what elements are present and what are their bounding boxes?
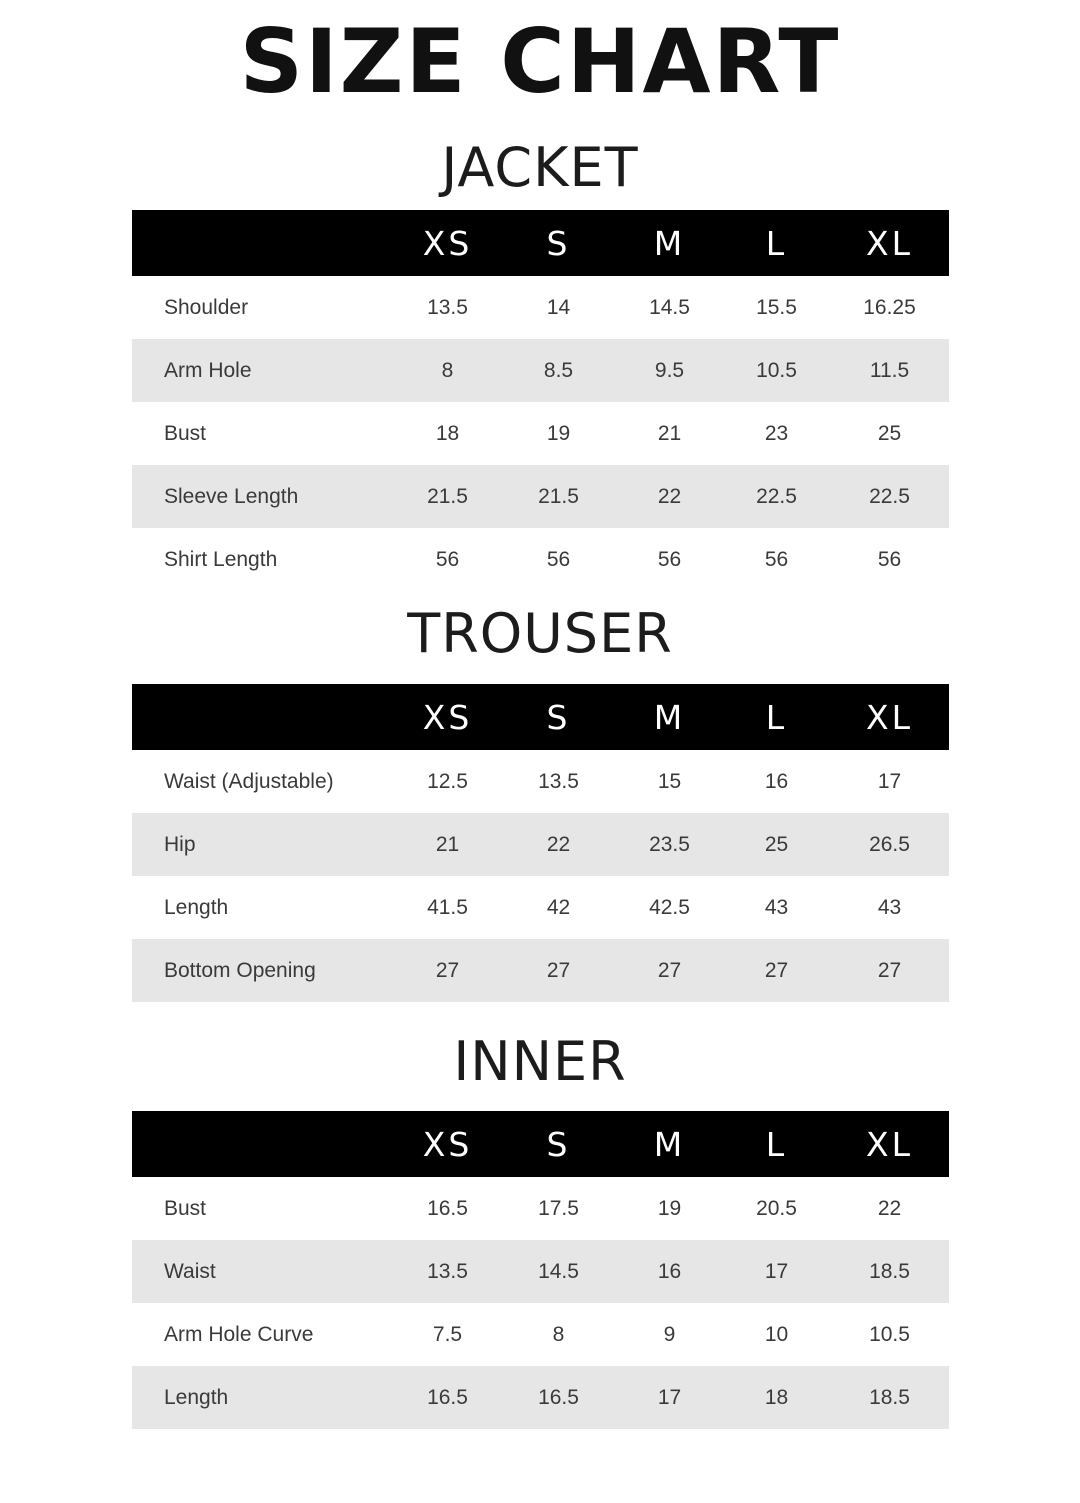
value-cell: 26.5 xyxy=(869,832,910,856)
size-header-s: S xyxy=(546,223,571,263)
value-cell: 21 xyxy=(435,832,460,856)
row-label: Shoulder xyxy=(164,295,249,319)
value-cell: 19 xyxy=(657,1196,682,1220)
value-cell: 22 xyxy=(546,832,571,856)
size-header-m: M xyxy=(653,1124,686,1164)
size-header-xs: XS xyxy=(422,697,473,737)
row-label: Waist (Adjustable) xyxy=(164,769,334,793)
value-cell: 20.5 xyxy=(756,1196,797,1220)
row-label: Arm Hole xyxy=(164,358,252,382)
size-header-xl: XL xyxy=(866,1124,913,1164)
value-cell: 14 xyxy=(546,295,571,319)
value-cell: 8 xyxy=(552,1322,565,1346)
value-cell: 16.5 xyxy=(538,1385,579,1409)
value-cell: 27 xyxy=(435,958,460,982)
value-cell: 10.5 xyxy=(869,1322,910,1346)
value-cell: 16 xyxy=(657,1259,682,1283)
value-cell: 10 xyxy=(764,1322,789,1346)
inner-section-title: INNER xyxy=(453,1030,627,1093)
value-cell: 9.5 xyxy=(654,358,685,382)
value-cell: 22.5 xyxy=(869,484,910,508)
jacket-section-title: JACKET xyxy=(441,136,639,199)
table-row xyxy=(132,1177,949,1240)
value-cell: 23.5 xyxy=(649,832,690,856)
size-header-xs: XS xyxy=(422,223,473,263)
value-cell: 41.5 xyxy=(427,895,468,919)
value-cell: 27 xyxy=(657,958,682,982)
value-cell: 19 xyxy=(546,421,571,445)
size-header-s: S xyxy=(546,1124,571,1164)
table-row xyxy=(132,465,949,528)
value-cell: 42.5 xyxy=(649,895,690,919)
header-empty-cell xyxy=(132,684,394,750)
row-label: Length xyxy=(164,895,229,919)
value-cell: 8.5 xyxy=(543,358,574,382)
row-label: Hip xyxy=(164,832,196,856)
value-cell: 15 xyxy=(657,769,682,793)
value-cell: 18 xyxy=(764,1385,789,1409)
table-row xyxy=(132,939,949,1002)
value-cell: 13.5 xyxy=(427,1259,468,1283)
value-cell: 21 xyxy=(657,421,682,445)
size-header-l: L xyxy=(765,1124,788,1164)
value-cell: 22 xyxy=(877,1196,902,1220)
size-header-m: M xyxy=(653,697,686,737)
table-row xyxy=(132,813,949,876)
value-cell: 27 xyxy=(546,958,571,982)
trouser-section-title: TROUSER xyxy=(407,602,673,665)
value-cell: 15.5 xyxy=(756,295,797,319)
row-label: Sleeve Length xyxy=(164,484,299,508)
value-cell: 10.5 xyxy=(756,358,797,382)
value-cell: 11.5 xyxy=(869,358,910,382)
value-cell: 56 xyxy=(764,547,789,571)
table-row xyxy=(132,339,949,402)
value-cell: 18 xyxy=(435,421,460,445)
value-cell: 25 xyxy=(764,832,789,856)
size-header-xl: XL xyxy=(866,223,913,263)
value-cell: 16.5 xyxy=(427,1385,468,1409)
page-title: SIZE CHART xyxy=(239,10,841,113)
value-cell: 21.5 xyxy=(427,484,468,508)
table-row xyxy=(132,276,949,339)
table-row xyxy=(132,1303,949,1366)
table-row xyxy=(132,1240,949,1303)
value-cell: 17 xyxy=(877,769,902,793)
value-cell: 14.5 xyxy=(649,295,690,319)
value-cell: 18.5 xyxy=(869,1259,910,1283)
value-cell: 9 xyxy=(663,1322,676,1346)
table-row xyxy=(132,402,949,465)
table-row xyxy=(132,750,949,813)
value-cell: 16 xyxy=(764,769,789,793)
table-header-row xyxy=(132,1111,949,1177)
value-cell: 22.5 xyxy=(756,484,797,508)
value-cell: 27 xyxy=(764,958,789,982)
header-empty-cell xyxy=(132,1111,394,1177)
value-cell: 27 xyxy=(877,958,902,982)
trouser-size-table xyxy=(132,684,949,1002)
value-cell: 16.25 xyxy=(863,295,916,319)
value-cell: 8 xyxy=(441,358,454,382)
row-label: Arm Hole Curve xyxy=(164,1322,314,1346)
value-cell: 14.5 xyxy=(538,1259,579,1283)
jacket-size-table xyxy=(132,210,949,591)
value-cell: 25 xyxy=(877,421,902,445)
value-cell: 43 xyxy=(764,895,789,919)
value-cell: 42 xyxy=(546,895,571,919)
row-label: Bust xyxy=(164,421,207,445)
value-cell: 12.5 xyxy=(427,769,468,793)
inner-size-table xyxy=(132,1111,949,1429)
row-label: Bottom Opening xyxy=(164,958,316,982)
value-cell: 13.5 xyxy=(538,769,579,793)
value-cell: 13.5 xyxy=(427,295,468,319)
row-label: Shirt Length xyxy=(164,547,278,571)
table-row xyxy=(132,528,949,591)
value-cell: 22 xyxy=(657,484,682,508)
value-cell: 7.5 xyxy=(432,1322,463,1346)
value-cell: 23 xyxy=(764,421,789,445)
value-cell: 16.5 xyxy=(427,1196,468,1220)
table-row xyxy=(132,876,949,939)
table-header-row xyxy=(132,684,949,750)
table-header-row xyxy=(132,210,949,276)
value-cell: 56 xyxy=(435,547,460,571)
value-cell: 17 xyxy=(764,1259,789,1283)
row-label: Bust xyxy=(164,1196,207,1220)
size-header-xs: XS xyxy=(422,1124,473,1164)
value-cell: 56 xyxy=(546,547,571,571)
size-header-xl: XL xyxy=(866,697,913,737)
value-cell: 43 xyxy=(877,895,902,919)
value-cell: 17 xyxy=(657,1385,682,1409)
size-header-s: S xyxy=(546,697,571,737)
value-cell: 56 xyxy=(657,547,682,571)
row-label: Waist xyxy=(164,1259,216,1283)
value-cell: 21.5 xyxy=(538,484,579,508)
size-header-m: M xyxy=(653,223,686,263)
table-row xyxy=(132,1366,949,1429)
size-header-l: L xyxy=(765,697,788,737)
header-empty-cell xyxy=(132,210,394,276)
value-cell: 18.5 xyxy=(869,1385,910,1409)
value-cell: 17.5 xyxy=(538,1196,579,1220)
value-cell: 56 xyxy=(877,547,902,571)
row-label: Length xyxy=(164,1385,229,1409)
size-header-l: L xyxy=(765,223,788,263)
